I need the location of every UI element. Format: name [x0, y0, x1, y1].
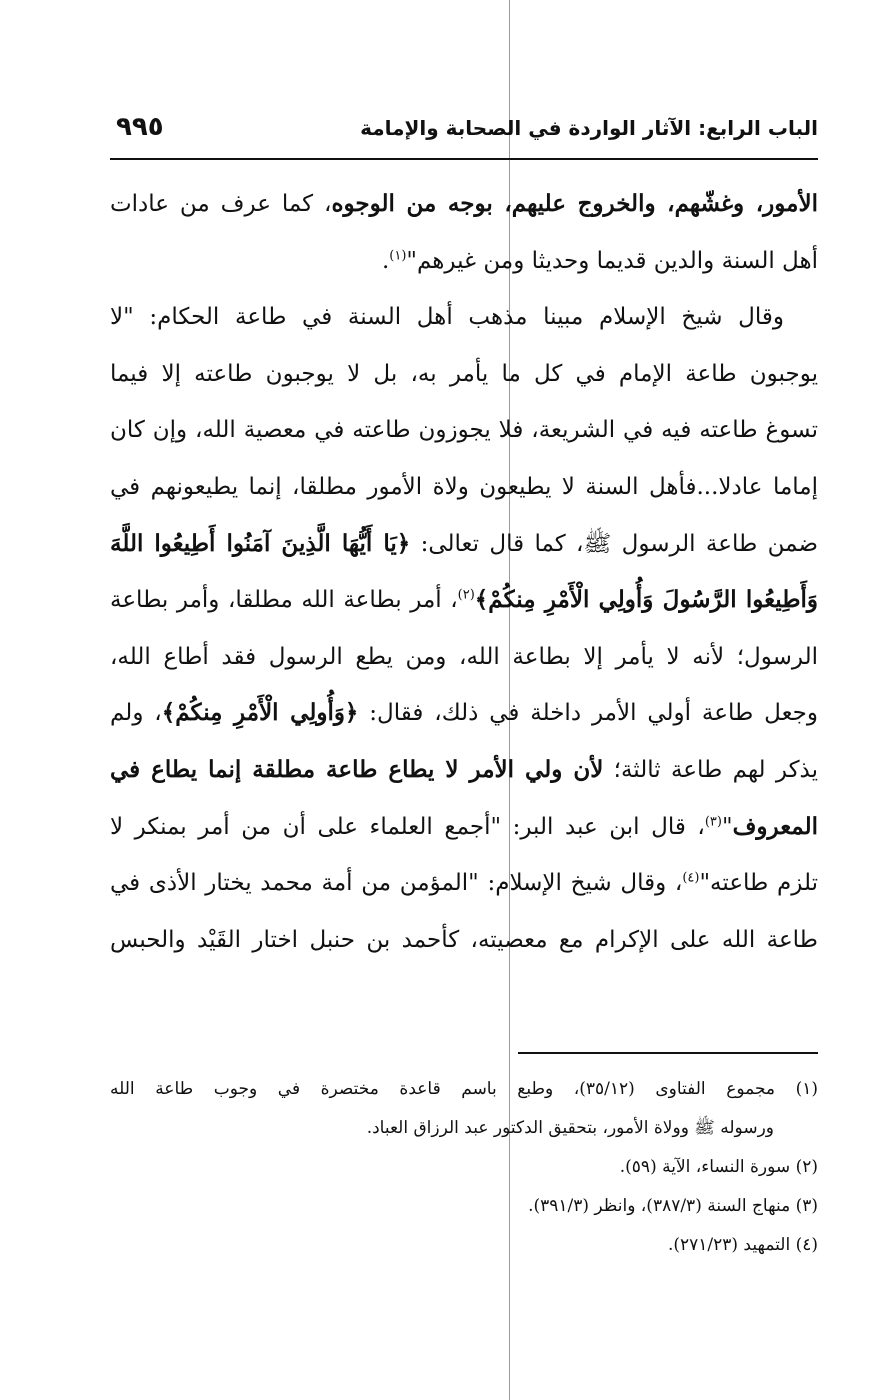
quran-verse: ﴿وَأُولِي الْأَمْرِ مِنكُمْ﴾	[161, 699, 359, 727]
line-text: تلزم طاعته"	[699, 870, 818, 897]
text-line-2	[110, 233, 818, 290]
footnote-ref-3: (٣)	[704, 813, 722, 829]
text-line-3: وقال شيخ الإسلام مبينا مذهب أهل السنة في طاعة الحكام: "لا	[110, 304, 784, 331]
line-text: "	[721, 813, 733, 840]
text-line-14: طاعة الله على الإكرام مع معصيته، كأحمد بن حنبل اختار القَيْد والحبس	[110, 926, 818, 953]
bold-phrase: لأن ولي الأمر لا يطاع طاعة مطلقة إنما يطاع في	[110, 755, 604, 783]
line-text: يذكر لهم طاعة ثالثة؛	[603, 756, 818, 783]
text-line-13	[110, 855, 818, 912]
text-line-6: إماما عادلا...فأهل السنة لا يطيعون ولاة الأمور مطلقا، إنما يطيعونهم في	[110, 473, 818, 500]
footnote-4: (٤) التمهيد (٢٧١/٢٣).	[667, 1235, 818, 1255]
footnote-ref-1: (١)	[389, 247, 407, 263]
line-text: ، ولم	[110, 700, 162, 727]
header-rule	[110, 158, 818, 160]
footnotes	[110, 1070, 818, 1265]
text-line-5: تسوغ طاعته فيه في الشريعة، فلا يجوزون طاعته في معصية الله، وإن كان	[110, 417, 818, 444]
bold-phrase: الأمور، وغشّهم، والخروج عليهم، بوجه من الوجوه	[331, 190, 818, 217]
text-line-4: يوجبون طاعة الإمام في كل ما يأمر به، بل لا يوجبون طاعته إلا فيما	[110, 360, 818, 387]
line-text: .	[381, 247, 390, 274]
line-text: ، أمر بطاعة الله مطلقا، وأمر بطاعة	[110, 587, 458, 614]
bold-phrase: المعروف	[732, 812, 818, 840]
running-header	[110, 112, 818, 152]
chapter-title: الباب الرابع: الآثار الواردة في الصحابة والإمامة	[360, 116, 818, 140]
text-line-1	[110, 176, 818, 233]
text-line-7	[110, 516, 818, 573]
footnote-ref-4: (٤)	[682, 870, 700, 886]
text-line-9: الرسول؛ لأنه لا يأمر إلا بطاعة الله، ومن يطع الرسول فقد أطاع الله،	[110, 643, 818, 670]
quran-verse: ﴿يَا أَيُّهَا الَّذِينَ آمَنُوا أَطِيعُوا اللَّهَ	[110, 529, 411, 557]
footnote-1-continued: ورسوله ﷺ وولاة الأمور، بتحقيق الدكتور عبد الرزاق العباد.	[366, 1118, 774, 1138]
line-text: ، قال ابن عبد البر: "أجمع العلماء على أن من أمر بمنكر لا	[110, 813, 705, 840]
footnote-1: (١) مجموع الفتاوى (٣٥/١٢)، وطبع باسم قاعدة مختصرة في وجوب طاعة الله	[110, 1079, 819, 1099]
quran-verse: وَأَطِيعُوا الرَّسُولَ وَأُولِي الْأَمْرِ مِنكُمْ﴾	[474, 586, 818, 614]
text-line-12	[110, 799, 818, 856]
footnote-3: (٣) منهاج السنة (٣٨٧/٣)، وانظر (٣٩١/٣).	[528, 1196, 818, 1216]
text-line-11	[110, 742, 818, 799]
line-text: ضمن طاعة الرسول ﷺ، كما قال تعالى:	[410, 530, 818, 557]
line-text: ، كما عرف من عادات	[110, 191, 332, 217]
footnote-separator	[518, 1052, 818, 1054]
line-text: أهل السنة والدين قديما وحديثا ومن غيرهم"	[406, 247, 818, 274]
page-number: ٩٩٥	[116, 112, 164, 142]
footnote-ref-2: (٢)	[457, 587, 475, 603]
line-text: وجعل طاعة أولي الأمر داخلة في ذلك، فقال:	[358, 700, 818, 727]
line-text: ، وقال شيخ الإسلام: "المؤمن من أمة محمد يختار الأذى في	[110, 870, 683, 897]
main-text	[110, 176, 818, 968]
text-line-8	[110, 572, 818, 629]
footnote-2: (٢) سورة النساء، الآية (٥٩).	[619, 1157, 818, 1177]
text-line-10	[110, 685, 818, 742]
